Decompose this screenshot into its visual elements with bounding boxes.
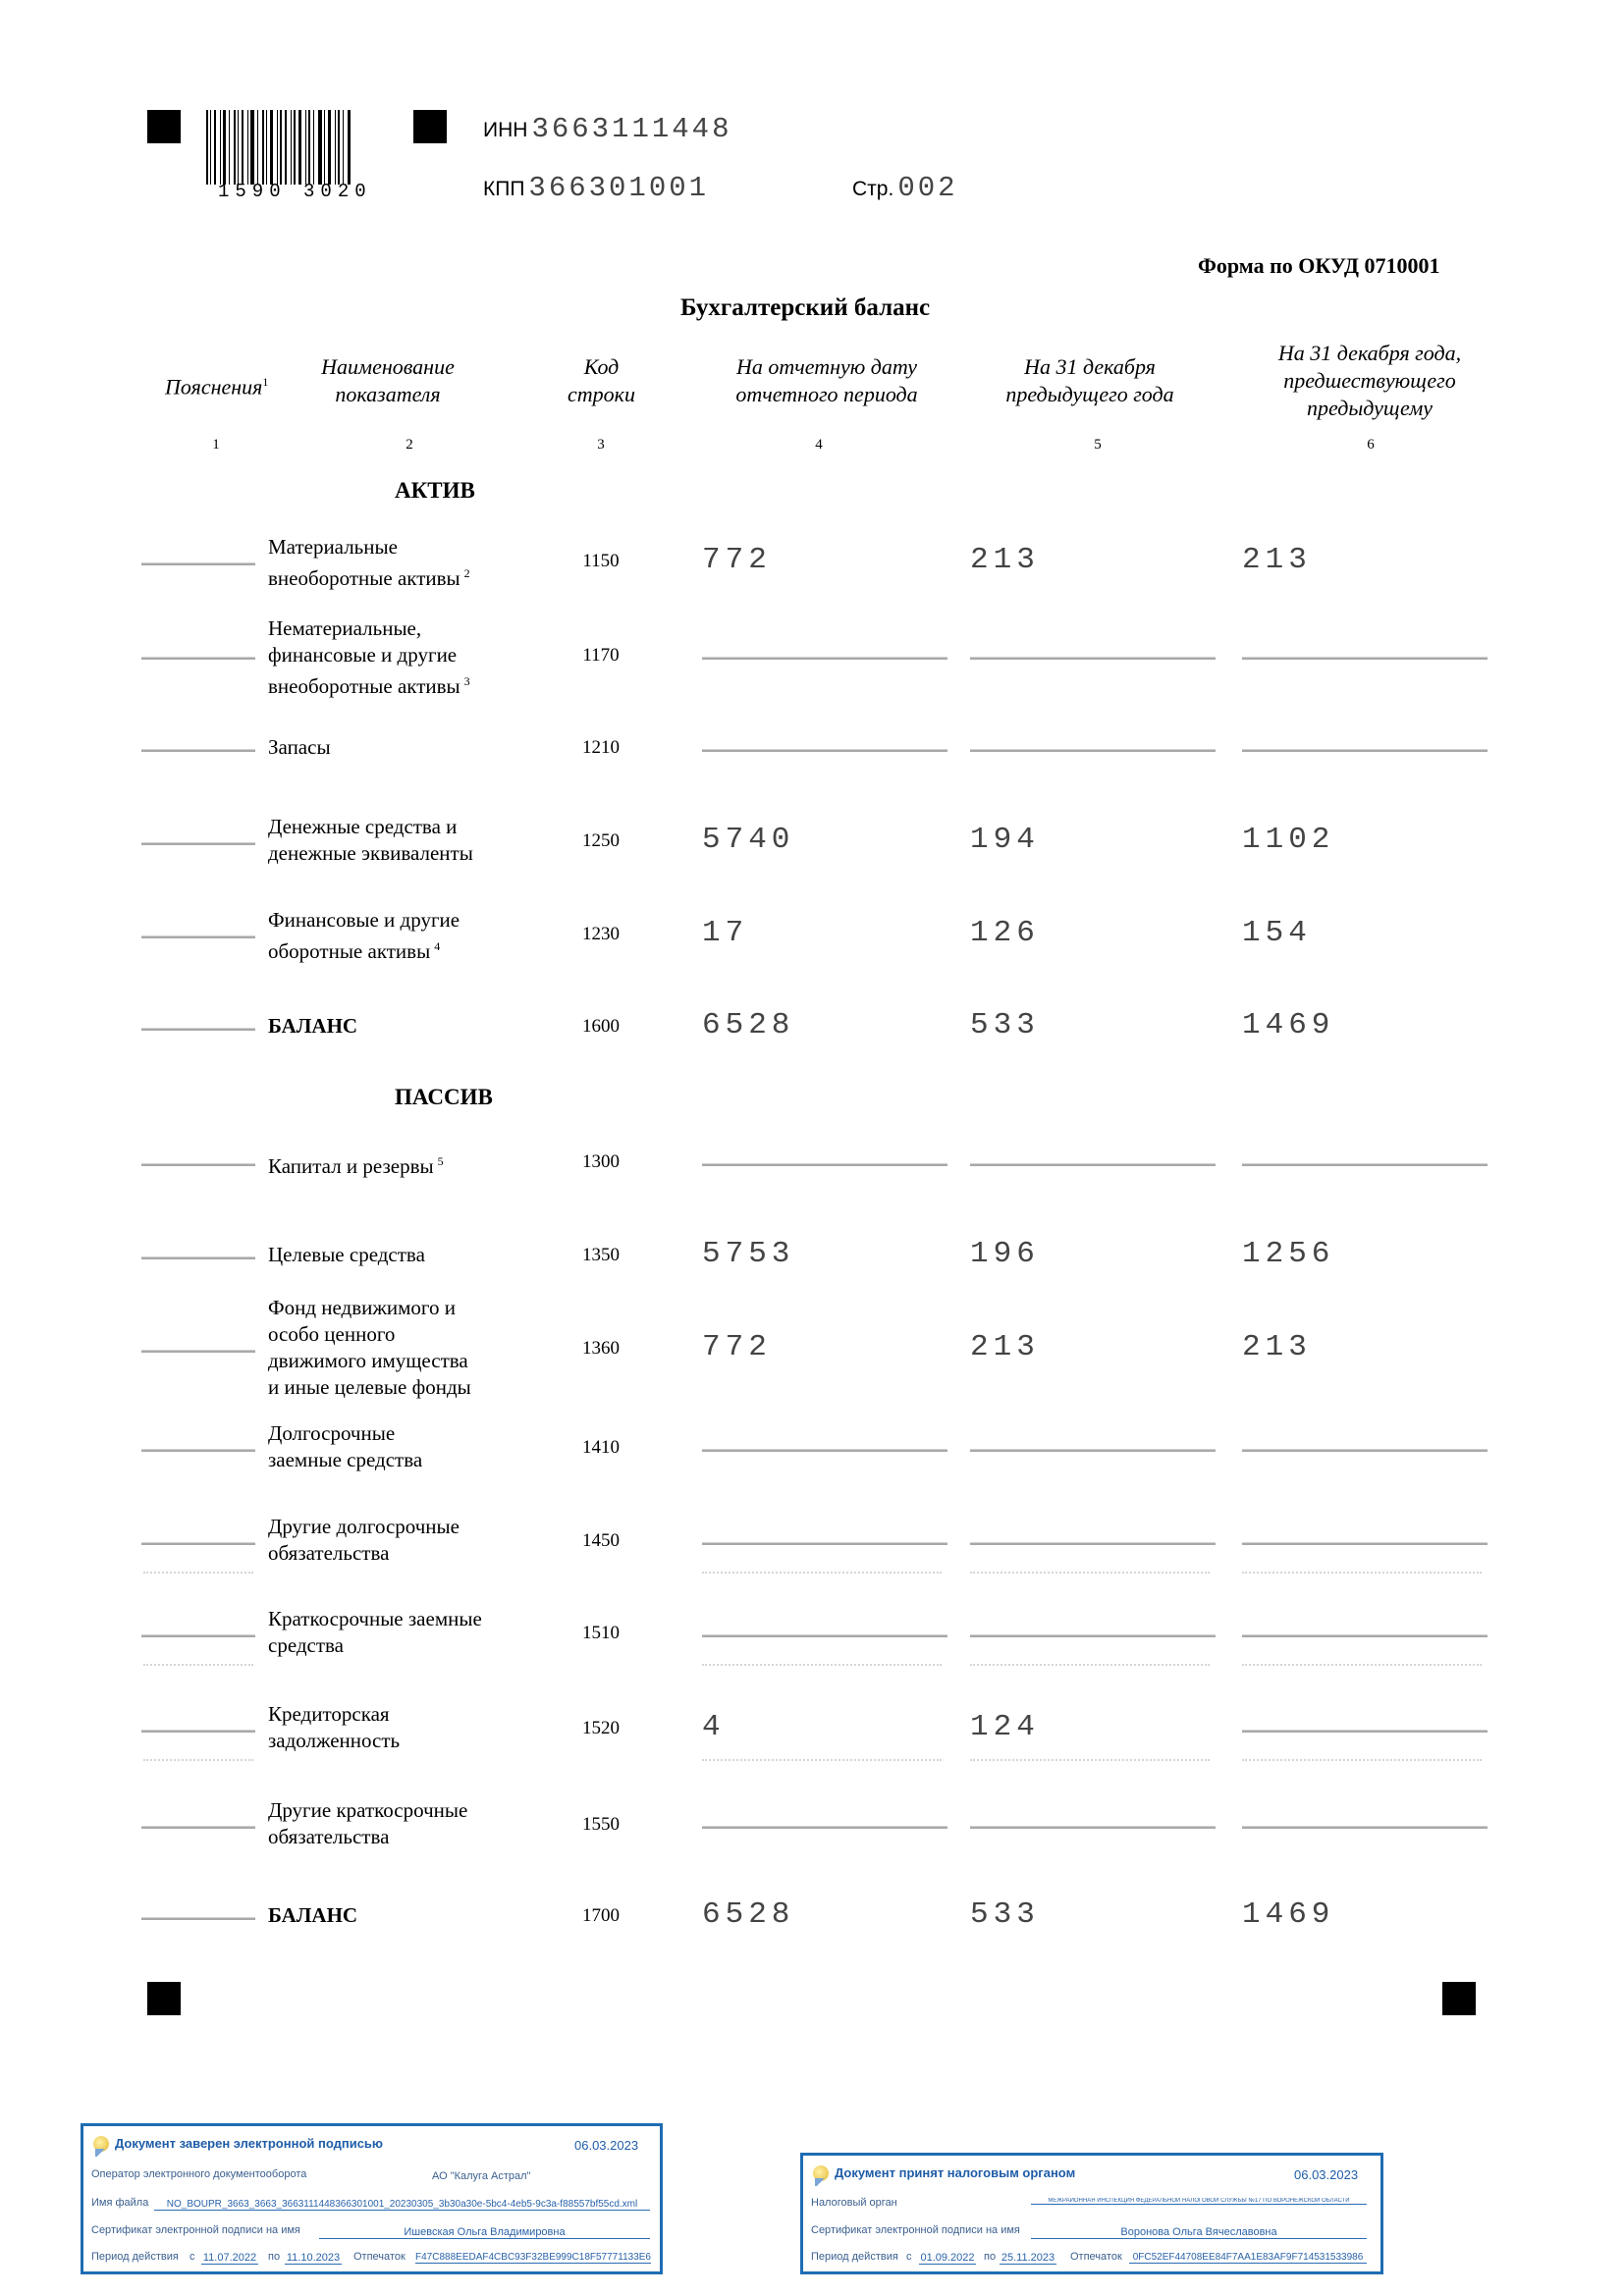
notes-field-line [141, 1730, 255, 1733]
period-from: 01.09.2022 [920, 2252, 975, 2264]
page-value: 002 [897, 172, 958, 204]
row-code: 1520 [582, 1718, 620, 1738]
row-label [268, 907, 523, 965]
notes-field-line [141, 842, 255, 845]
header-line: Код [583, 354, 620, 379]
period-to-label: по [268, 2251, 281, 2263]
barcode-bar [318, 110, 322, 185]
row-label-line: Долгосрочные [268, 1421, 396, 1445]
value-current: 4 [702, 1710, 726, 1744]
row-code: 1350 [582, 1245, 620, 1265]
period-from-label: с [189, 2251, 195, 2263]
barcode-bar [220, 110, 221, 185]
column-number: 5 [1094, 437, 1102, 453]
registration-marker-bottom-right [1442, 1982, 1476, 2015]
row-code: 1510 [582, 1623, 620, 1643]
kpp-label: КПП [483, 178, 525, 200]
barcode-bar [266, 110, 267, 185]
notes-field-line [141, 562, 255, 565]
column-number: 3 [597, 437, 605, 453]
row-label-line: Кредиторская [268, 1702, 390, 1726]
barcode [206, 110, 389, 185]
barcode-bar [250, 110, 254, 185]
kpp-value: 366301001 [528, 172, 710, 204]
stamp-title: Документ принят налоговым органом [835, 2165, 1076, 2180]
row-label-line: задолженность [268, 1729, 401, 1752]
value-prev2: 154 [1242, 916, 1312, 950]
barcode-bar [328, 110, 331, 185]
row-code: 1170 [582, 645, 620, 666]
value-current: 5740 [702, 823, 795, 857]
stamp-electronic-signature [81, 2123, 663, 2274]
barcode-bar [257, 110, 258, 185]
row-label-line: заемные средства [268, 1448, 423, 1471]
fingerprint-label: Отпечаток [1070, 2251, 1122, 2263]
column-number: 1 [212, 437, 220, 453]
operator-value: АО "Калуга Астрал" [432, 2170, 531, 2182]
row-label-line: обязательства [268, 1825, 390, 1848]
barcode-bar [343, 110, 344, 185]
barcode-bar [206, 110, 208, 185]
empty-field-prev2 [1242, 1730, 1488, 1733]
notes-field-line [141, 1826, 255, 1829]
row-label [268, 1013, 523, 1040]
barcode-bar [277, 110, 278, 185]
row-code: 1150 [582, 551, 620, 571]
footnote-ref: 3 [463, 673, 470, 688]
empty-field-current [702, 1542, 947, 1545]
cert-label: Сертификат электронной подписи на имя [91, 2224, 300, 2236]
row-code: 1410 [582, 1437, 620, 1458]
barcode-bar [313, 110, 314, 185]
row-label [268, 1242, 523, 1268]
row-label-line: финансовые и другие [268, 642, 458, 667]
value-prev2: 1256 [1242, 1237, 1335, 1271]
header-line: показателя [335, 382, 441, 406]
notes-field-line [141, 1256, 255, 1259]
dotted-line [1242, 1664, 1482, 1666]
barcode-bar [338, 110, 340, 185]
stamp-title: Документ заверен электронной подписью [115, 2136, 384, 2151]
registration-marker-top-right [413, 110, 447, 143]
dotted-line [702, 1664, 942, 1666]
value-current: 5753 [702, 1237, 795, 1271]
row-label [268, 1295, 523, 1401]
row-code: 1550 [582, 1814, 620, 1835]
header-line: предшествующего [1283, 368, 1456, 393]
row-label-line: Материальные [268, 535, 398, 559]
footnote-ref: 1 [262, 375, 269, 389]
column-header-prev2 [1242, 340, 1497, 422]
row-label [268, 1148, 523, 1180]
value-prev2: 1102 [1242, 823, 1335, 857]
row-label-line: Запасы [268, 734, 331, 759]
barcode-bar [305, 110, 306, 185]
value-current: 772 [702, 1330, 772, 1364]
period-to: 25.11.2023 [1001, 2252, 1055, 2264]
inn-field [483, 113, 731, 145]
operator-label: Оператор электронного документооборота [91, 2168, 307, 2180]
notes-field-line [141, 1634, 255, 1637]
barcode-bar [335, 110, 336, 185]
row-label-text: внеоборотные активы [268, 566, 460, 590]
row-code: 1300 [582, 1151, 620, 1172]
row-label-line: Фонд недвижимого и [268, 1296, 456, 1319]
row-label-line [268, 934, 523, 965]
page-label: Стр. [852, 178, 894, 200]
row-label-line: Финансовые и другие [268, 908, 460, 932]
dotted-line [1242, 1759, 1482, 1761]
barcode-bar [234, 110, 236, 185]
value-prev: 126 [970, 916, 1040, 950]
value-prev: 124 [970, 1710, 1040, 1744]
row-label [268, 615, 523, 700]
notes-field-line [141, 1163, 255, 1166]
row-label-line: Нематериальные, [268, 615, 422, 640]
section-heading-assets: АКТИВ [395, 478, 475, 503]
empty-field-current [702, 1449, 947, 1452]
value-prev2: 1469 [1242, 1008, 1335, 1042]
column-number: 4 [815, 437, 823, 453]
row-label-text: внеоборотные активы [268, 673, 460, 698]
row-label [268, 1902, 523, 1929]
empty-field-prev2 [1242, 657, 1488, 660]
barcode-bar [210, 110, 211, 185]
empty-field-prev2 [1242, 749, 1488, 752]
barcode-bar [324, 110, 325, 185]
value-current: 772 [702, 543, 772, 577]
empty-field-prev2 [1242, 1163, 1488, 1166]
empty-field-prev [970, 749, 1216, 752]
row-label-line: Денежные средства и [268, 815, 458, 838]
registration-marker-top-left [147, 110, 181, 143]
barcode-bar [262, 110, 264, 185]
row-label [268, 1420, 523, 1473]
barcode-bar [238, 110, 239, 185]
row-label-line: денежные эквиваленты [268, 841, 473, 865]
empty-field-prev [970, 1449, 1216, 1452]
period-label: Период действия [91, 2251, 179, 2263]
page-number-field [852, 172, 958, 204]
row-code: 1450 [582, 1530, 620, 1551]
row-label-line [268, 668, 523, 700]
value-prev2: 1469 [1242, 1897, 1335, 1932]
barcode-bar [348, 110, 351, 185]
value-current: 6528 [702, 1008, 795, 1042]
header-line: На 31 декабря года, [1277, 341, 1462, 365]
header-line: строки [568, 382, 635, 406]
header-line: предыдущему [1306, 396, 1434, 420]
medal-icon [93, 2136, 109, 2152]
page-title: Бухгалтерский баланс [680, 294, 931, 321]
row-label [268, 814, 523, 867]
empty-field-prev2 [1242, 1826, 1488, 1829]
row-label-line [268, 561, 523, 592]
notes-field-line [141, 935, 255, 938]
empty-field-current [702, 657, 947, 660]
cert-label: Сертификат электронной подписи на имя [811, 2224, 1020, 2236]
row-code: 1600 [582, 1016, 620, 1037]
authority-value: МЕЖРАЙОННАЯ ИНСПЕКЦИЯ ФЕДЕРАЛЬНОЙ НАЛОГОВОЙ СЛУЖБЫ №17 ПО ВОРОНЕЖСКОЙ ОБЛАСТИ [1031, 2198, 1367, 2205]
inn-label: ИНН [483, 119, 528, 141]
value-prev: 533 [970, 1897, 1040, 1932]
dotted-line [1242, 1572, 1482, 1574]
value-prev: 213 [970, 1330, 1040, 1364]
registration-marker-bottom-left [147, 1982, 181, 2015]
file-label: Имя файла [91, 2197, 149, 2209]
header-line: На 31 декабря [1024, 354, 1156, 379]
row-label-line: Другие долгосрочные [268, 1515, 460, 1538]
barcode-number: 1590 3020 [218, 181, 372, 202]
dotted-line [702, 1572, 942, 1574]
dotted-line [143, 1664, 253, 1666]
row-label [268, 1606, 523, 1659]
barcode-bar [270, 110, 273, 185]
row-label-line: БАЛАНС [268, 1013, 358, 1038]
row-label-line: движимого имущества [268, 1349, 468, 1372]
empty-field-current [702, 749, 947, 752]
dotted-line [970, 1664, 1210, 1666]
row-label-line: и иные целевые фонды [268, 1375, 471, 1399]
stamp-date: 06.03.2023 [574, 2138, 639, 2153]
barcode-bar [223, 110, 226, 185]
row-label-line: БАЛАНС [268, 1902, 358, 1927]
cert-holder: Ишевская Ольга Владимировна [319, 2226, 650, 2239]
footnote-ref: 4 [434, 939, 441, 953]
dotted-line [143, 1572, 253, 1574]
empty-field-current [702, 1634, 947, 1637]
header-line: предыдущего года [1005, 382, 1174, 406]
row-label [268, 1514, 523, 1567]
barcode-bar [285, 110, 287, 185]
row-label-line [268, 1148, 523, 1180]
row-label-text: Капитал и резервы [268, 1153, 434, 1178]
row-code: 1360 [582, 1338, 620, 1359]
column-header-notes-label: Пояснения [165, 374, 263, 400]
fingerprint-label: Отпечаток [353, 2251, 406, 2263]
row-label [268, 1797, 523, 1850]
fingerprint-value: 0FC52EF44708EE84F7AA1E83AF9F714531533986 [1129, 2252, 1367, 2264]
stamp-tax-accepted [800, 2153, 1383, 2274]
barcode-bar [298, 110, 301, 185]
empty-field-prev2 [1242, 1634, 1488, 1637]
dotted-line [970, 1572, 1210, 1574]
value-prev2: 213 [1242, 1330, 1312, 1364]
empty-field-prev2 [1242, 1449, 1488, 1452]
barcode-bar [280, 110, 282, 185]
notes-field-line [141, 1917, 255, 1920]
column-header-notes [165, 368, 268, 400]
barcode-bar [294, 110, 296, 185]
barcode-bar [242, 110, 243, 185]
footnote-ref: 2 [463, 566, 470, 580]
column-header-code [555, 353, 648, 408]
value-current: 6528 [702, 1897, 795, 1932]
empty-field-prev [970, 1163, 1216, 1166]
notes-field-line [141, 749, 255, 752]
value-prev: 196 [970, 1237, 1040, 1271]
row-label-line: обязательства [268, 1541, 390, 1565]
column-header-indicator [295, 353, 481, 408]
barcode-bar [214, 110, 216, 185]
period-to-label: по [984, 2251, 997, 2263]
value-prev: 194 [970, 823, 1040, 857]
row-code: 1700 [582, 1905, 620, 1926]
file-name-link[interactable]: NO_BOUPR_3663_3663_3663111448366301001_20230305_3b30a30e-5bc4-4eb5-9c3a-f88557bf55cd.xml [154, 2199, 650, 2211]
inn-value: 3663111448 [531, 113, 732, 145]
notes-field-line [141, 1028, 255, 1031]
row-code: 1230 [582, 924, 620, 944]
row-label-line: Другие краткосрочные [268, 1798, 468, 1822]
row-code: 1250 [582, 830, 620, 851]
period-from-label: с [906, 2251, 912, 2263]
header-line: отчетного периода [735, 382, 918, 406]
row-label [268, 1701, 523, 1754]
column-number: 6 [1367, 437, 1375, 453]
cert-holder: Воронова Ольга Вячеславовна [1031, 2226, 1367, 2239]
barcode-bar [308, 110, 310, 185]
empty-field-prev2 [1242, 1542, 1488, 1545]
period-label: Период действия [811, 2251, 898, 2263]
column-number: 2 [406, 437, 413, 453]
barcode-bar [229, 110, 230, 185]
column-header-current [699, 353, 954, 408]
fingerprint-value: F47C888EEDAF4CBC93F32BE999C18F57771133E6 [415, 2252, 651, 2263]
row-code: 1210 [582, 737, 620, 758]
notes-field-line [141, 657, 255, 660]
barcode-bar [291, 110, 292, 185]
row-label-line: Краткосрочные заемные [268, 1607, 482, 1630]
section-heading-liabilities: ПАССИВ [395, 1085, 493, 1109]
notes-field-line [141, 1350, 255, 1353]
footnote-ref: 5 [437, 1153, 444, 1168]
empty-field-current [702, 1826, 947, 1829]
barcode-bar [247, 110, 248, 185]
period-to: 11.10.2023 [286, 2252, 341, 2264]
period-from: 11.07.2022 [202, 2252, 257, 2264]
value-prev: 533 [970, 1008, 1040, 1042]
dotted-line [702, 1759, 942, 1761]
form-okud-code: Форма по ОКУД 0710001 [1198, 253, 1440, 278]
medal-icon [813, 2165, 829, 2181]
empty-field-prev [970, 1634, 1216, 1637]
row-label-line: особо ценного [268, 1322, 396, 1346]
empty-field-current [702, 1163, 947, 1166]
header-line: Наименование [321, 354, 455, 379]
row-label-line: средства [268, 1633, 345, 1657]
row-label [268, 734, 523, 761]
row-label-text: оборотные активы [268, 939, 431, 963]
value-current: 17 [702, 916, 749, 950]
dotted-line [143, 1759, 253, 1761]
header-line: На отчетную дату [735, 354, 918, 379]
column-header-previous [982, 353, 1198, 408]
empty-field-prev [970, 1826, 1216, 1829]
row-label [268, 534, 523, 592]
value-prev2: 213 [1242, 543, 1312, 577]
value-prev: 213 [970, 543, 1040, 577]
empty-field-prev [970, 1542, 1216, 1545]
kpp-field [483, 172, 709, 204]
notes-field-line [141, 1449, 255, 1452]
stamp-date: 06.03.2023 [1294, 2167, 1359, 2182]
dotted-line [970, 1759, 1210, 1761]
authority-label: Налоговый орган [811, 2197, 897, 2209]
row-label-line: Целевые средства [268, 1242, 425, 1266]
empty-field-prev [970, 657, 1216, 660]
notes-field-line [141, 1542, 255, 1545]
